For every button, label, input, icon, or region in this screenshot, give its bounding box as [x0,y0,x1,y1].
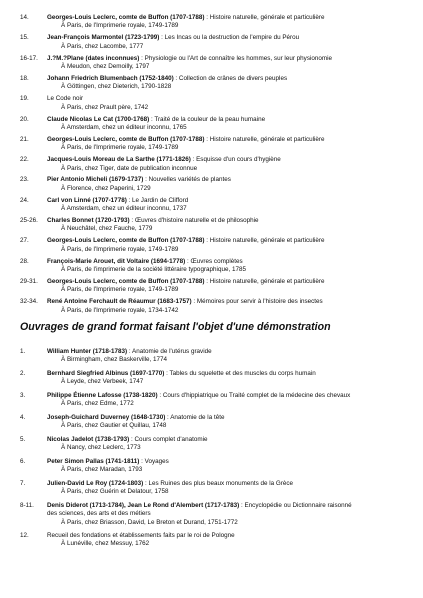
item-title: Le Code noir [47,95,84,103]
item-publication: À Paris, de l'imprimerie de la société littéraire typographique, 1785 [61,266,246,273]
item-title: : Histoire naturelle, générale et particulière [204,14,325,21]
item-author: Jean-François Marmontel (1723-1799) [47,34,160,42]
item-number: 7. [20,480,26,487]
item-number: 12. [20,532,29,539]
item-author: William Hunter (1718-1783) [47,348,128,355]
item-publication: À Paris, de l'Imprimerie royale, 1749-1789 [61,245,179,253]
item-number: 4. [20,414,26,421]
item-publication: À Paris, de l'Imprimerie royale, 1749-1789 [61,22,179,30]
item-publication: À Paris, chez Guérin et Delatour, 1758 [61,488,169,496]
item-title: : Histoire naturelle, générale et particulière [204,135,325,143]
item-title: : Voyages [139,458,169,465]
item-publication: À Amsterdam, chez un éditeur inconnu, 1765 [61,123,187,131]
item-number: 22. [20,156,29,164]
item-number: 3. [20,392,26,399]
item-author: J.?M.?Plane (dates inconnues) [47,54,140,62]
item-number: 6. [20,458,26,465]
item-publication: À Paris, de l'Imprimerie royale, 1734-1742 [61,306,179,314]
item-title: : Cours complet d'anatomie [129,436,208,443]
item-author: Joseph-Guichard Duverney (1648-1730) [47,414,166,421]
item-title: : Les Incas ou la destruction de l'empire du Pérou [159,34,300,42]
item-publication: À Nancy, chez Leclerc, 1773 [61,444,141,452]
item-author: Georges-Louis Leclerc, comte de Buffon (1707-1788) [47,135,205,143]
item-author: Peter Simon Pallas (1741-1811) [47,458,140,465]
item-title: Recueil des fondations et établissements faits par le roi de Pologne [47,532,235,539]
item-number: 21. [20,135,29,143]
item-number: 15. [20,34,29,42]
item-title: : Le Jardin de Clifford [126,196,189,204]
item-author: Pier Antonio Micheli (1679-1737) [47,176,144,184]
item-number: 32-34. [20,298,38,306]
item-author: Philippe Étienne Lafosse (1738-1820) [47,392,158,399]
item-title: : Esquisse d'un cours d'hygiène [190,156,281,164]
item-number: 20. [20,115,29,123]
item-title: : Anatomie de l'utérus gravide [127,348,212,355]
item-author: Georges-Louis Leclerc, comte de Buffon (1707-1788) [47,14,205,21]
item-author: Carl von Linné (1707-1778) [47,196,127,204]
item-author: Denis Diderot (1713-1784), Jean Le Rond d'Alembert (1717-1783) [47,502,240,509]
item-title: : Œuvres d'histoire naturelle et de philosophie [129,217,259,224]
item-number: 14. [20,14,29,21]
item-author: Charles Bonnet (1720-1793) [47,217,130,224]
item-title: : Nouvelles variétés de plantes [143,176,231,184]
item-publication: À Amsterdam, chez un éditeur inconnu, 1737 [61,205,187,213]
item-title: : Œuvres complètes [185,257,243,265]
item-publication: À Paris, chez Tiger, date de publication inconnue [61,164,198,172]
item-number: 27. [20,237,29,245]
item-publication: À Lunéville, chez Messuy, 1762 [61,540,150,548]
item-publication: À Meudon, chez Demoilly, 1797 [61,63,150,70]
item-number: 29-31. [20,277,38,285]
item-author: Johann Friedrich Blumenbach (1752-1840) [47,74,174,82]
item-publication: À Paris, chez Edme, 1772 [61,400,134,408]
item-title: : Histoire naturelle, générale et particulière [204,277,325,285]
item-author: François-Marie Arouet, dit Voltaire (1694-1778) [47,257,186,265]
item-publication: À Leyde, chez Verbeek, 1747 [61,378,144,386]
item-author: Julien-David Le Roy (1724-1803) [47,480,144,487]
item-number: 23. [20,176,29,184]
item-number: 28. [20,257,29,265]
item-author: Jacques-Louis Moreau de La Sarthe (1771-1826) [47,156,191,164]
item-publication: À Göttingen, chez Dieterich, 1790-1828 [61,83,172,91]
item-publication: À Paris, chez Maradan, 1793 [61,466,143,474]
item-publication: À Florence, chez Paperini, 1729 [61,184,151,192]
item-publication: À Paris, chez Briasson, David, Le Breton et Durand, 1751-1772 [61,518,238,526]
item-title: : Traité de la couleur de la peau humaine [149,115,266,123]
item-publication: À Paris, de l'Imprimerie royale, 1749-1789 [61,144,179,152]
item-number: 16-17. [20,54,38,62]
item-number: 1. [20,348,26,355]
item-author: Claude Nicolas Le Cat (1700-1768) [47,115,150,123]
item-number: 25-26. [20,217,38,224]
item-author: René Antoine Ferchault de Réaumur (1683-1757) [47,298,192,306]
item-title: : Histoire naturelle, générale et particulière [204,237,325,245]
item-title: : Mémoires pour servir à l'histoire des insectes [191,298,323,306]
item-title-continued: des sciences, des arts et des métiers [47,510,151,518]
item-publication: À Paris, chez Lacombe, 1777 [61,42,144,50]
item-publication: À Neuchâtel, chez Fauche, 1779 [61,225,153,233]
item-number: 2. [20,370,26,377]
item-title: : Cours d'hippiatrique ou Traité complet de la médecine des chevaux [157,392,351,399]
item-title: : Tables du squelette et des muscles du corps humain [164,370,316,377]
item-number: 18. [20,74,29,82]
item-number: 8-11. [20,502,34,509]
item-title: : Encyclopédie ou Dictionnaire raisonné [239,502,352,509]
item-title: : Collection de crânes de divers peuples [173,74,288,82]
item-author: Georges-Louis Leclerc, comte de Buffon (1707-1788) [47,277,205,285]
item-title: : Les Ruines des plus beaux monuments de la Grèce [143,480,294,487]
item-author: Nicolas Jadelot (1738-1793) [47,436,130,443]
item-number: 24. [20,196,29,204]
item-title: : Physiologie ou l'Art de connaître les hommes, sur leur physionomie [139,54,333,62]
item-author: Georges-Louis Leclerc, comte de Buffon (1707-1788) [47,237,205,245]
item-publication: À Paris, de l'Imprimerie royale, 1749-1789 [61,286,179,294]
item-publication: À Paris, chez Prault père, 1742 [61,103,149,111]
section-title: Ouvrages de grand format faisant l'objet d'une démonstration [20,321,331,333]
item-title: : Anatomie de la tête [165,414,225,421]
item-publication: À Birmingham, chez Baskerville, 1774 [61,356,168,364]
item-number: 5. [20,436,26,443]
item-number: 19. [20,95,29,103]
item-publication: À Paris, chez Gautier et Quillau, 1748 [61,422,167,430]
item-author: Bernhard Siegfried Albinus (1697-1770) [47,370,165,377]
